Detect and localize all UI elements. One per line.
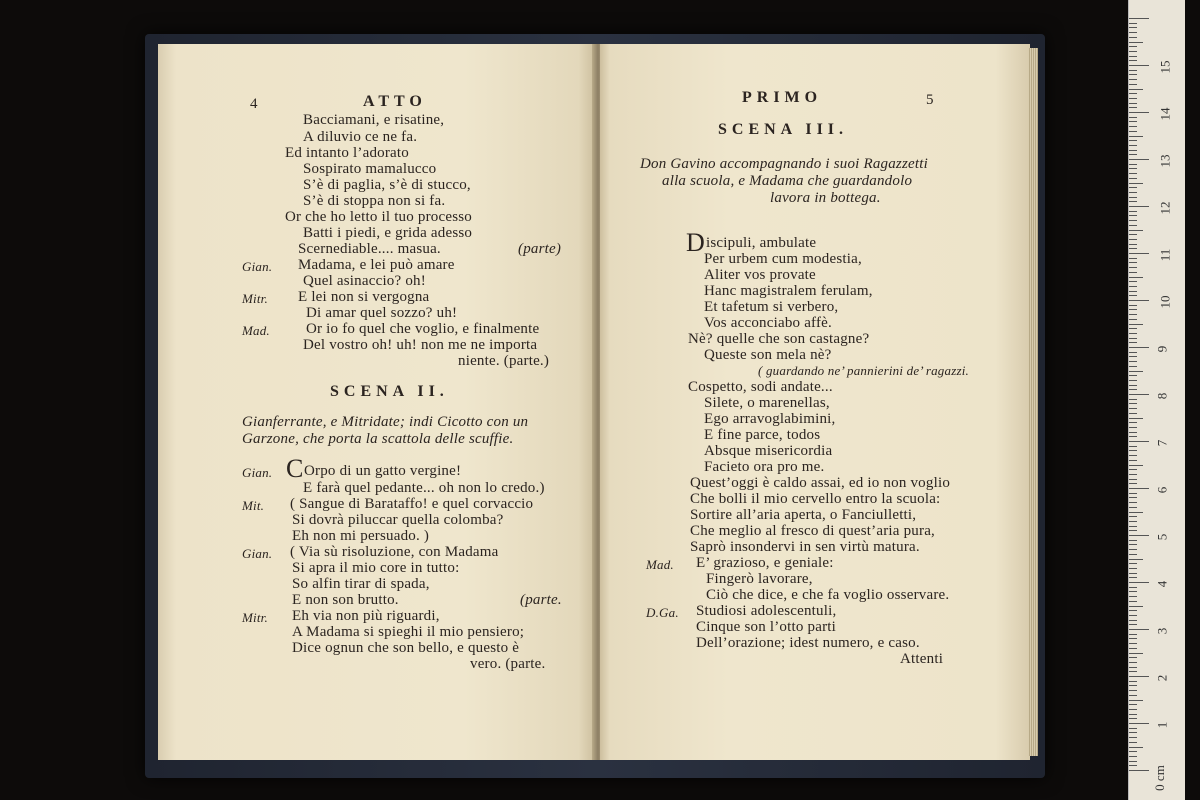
ruler-tick xyxy=(1129,544,1137,545)
ruler-tick xyxy=(1129,220,1137,221)
ruler-tick xyxy=(1129,131,1137,132)
ruler-tick xyxy=(1129,615,1137,616)
verse-line: Ed intanto l’adorato xyxy=(285,145,409,161)
verse-line: niente. (parte.) xyxy=(458,353,550,369)
ruler-tick xyxy=(1129,667,1137,668)
ruler-tick xyxy=(1129,159,1149,160)
speaker-label: Mitr. xyxy=(242,610,268,625)
verse-line: vero. (parte. xyxy=(470,656,546,672)
verse-line: ( Sangue di Barataffo! e quel corvaccio xyxy=(290,496,534,512)
ruler-tick xyxy=(1129,427,1137,428)
ruler-tick xyxy=(1129,215,1137,216)
ruler-tick xyxy=(1129,591,1137,592)
catchword: Attenti xyxy=(900,651,944,667)
ruler-tick xyxy=(1129,51,1137,52)
ruler-tick xyxy=(1129,563,1137,564)
ruler-tick xyxy=(1129,385,1137,386)
ruler-tick xyxy=(1129,305,1137,306)
ruler-number: 4 xyxy=(1154,580,1170,588)
ruler-tick xyxy=(1129,291,1137,292)
verse-line: Quel asinaccio? oh! xyxy=(303,273,426,289)
ruler-tick xyxy=(1129,234,1137,235)
ruler-tick xyxy=(1129,723,1149,724)
ruler-tick xyxy=(1129,643,1137,644)
ruler-tick xyxy=(1129,164,1137,165)
ruler-tick xyxy=(1129,549,1137,550)
speaker-label: Mad. xyxy=(646,557,674,572)
ruler-tick xyxy=(1129,737,1137,738)
ruler-tick xyxy=(1129,309,1137,310)
ruler-tick xyxy=(1129,690,1137,691)
ruler-tick xyxy=(1129,338,1137,339)
ruler-tick xyxy=(1129,65,1149,66)
ruler-number: 1 xyxy=(1154,721,1170,729)
ruler-tick xyxy=(1129,324,1143,325)
ruler-tick xyxy=(1129,714,1137,715)
ruler-tick xyxy=(1129,709,1137,710)
ruler-tick xyxy=(1129,479,1137,480)
ruler-tick xyxy=(1129,107,1137,108)
verse-line: Madama, e lei può amare xyxy=(298,257,455,273)
verse-line: Absque misericordia xyxy=(704,443,833,459)
ruler-tick xyxy=(1129,732,1137,733)
page-block-edge xyxy=(1028,48,1038,756)
verse-line: Che bolli il mio cervello entro la scuola: xyxy=(690,491,941,507)
verse-line: Quest’oggi è caldo assai, ed io non voglio xyxy=(690,475,951,491)
speaker-label: Gian. xyxy=(242,465,273,480)
speaker-label: Gian. xyxy=(242,546,273,561)
ruler-tick xyxy=(1129,507,1137,508)
verse-line: E’ grazioso, e geniale: xyxy=(696,555,834,571)
ruler-tick xyxy=(1129,676,1149,677)
ruler-tick xyxy=(1129,624,1137,625)
speaker-label: Gian. xyxy=(242,259,273,274)
ruler-tick xyxy=(1129,596,1137,597)
verse-line: Cinque son l’otto parti xyxy=(696,619,837,635)
ruler-tick xyxy=(1129,728,1137,729)
ruler-tick xyxy=(1129,145,1137,146)
verse-line: Del vostro oh! uh! non me ne importa xyxy=(303,337,538,353)
scene-description: Gianferrante, e Mitridate; indi Cicotto con un xyxy=(242,414,529,430)
ruler-tick xyxy=(1129,173,1137,174)
verse-line: Dice ognun che son bello, e questo è xyxy=(292,640,520,656)
ruler-tick xyxy=(1129,446,1137,447)
ruler-tick xyxy=(1129,389,1137,390)
verse-line: Or che ho letto il tuo processo xyxy=(285,209,472,225)
verse-line: Studiosi adolescentuli, xyxy=(696,603,837,619)
ruler-tick xyxy=(1129,178,1137,179)
ruler-tick xyxy=(1129,366,1137,367)
ruler-tick xyxy=(1129,168,1137,169)
ruler-tick xyxy=(1129,671,1137,672)
ruler-number: 13 xyxy=(1157,154,1173,168)
verse-line: E lei non si vergogna xyxy=(298,289,430,305)
ruler-tick xyxy=(1129,267,1137,268)
ruler-tick xyxy=(1129,347,1149,348)
ruler-tick xyxy=(1129,638,1137,639)
ruler-tick xyxy=(1129,634,1137,635)
verse-line: Cospetto, sodi andate... xyxy=(688,379,833,395)
verse-line: Silete, o marenellas, xyxy=(704,395,830,411)
ruler-number: 7 xyxy=(1154,439,1170,447)
ruler-tick xyxy=(1129,657,1137,658)
verse-line: Et tafetum si verbero, xyxy=(704,299,839,315)
ruler-tick xyxy=(1129,18,1149,19)
ruler-tick xyxy=(1129,765,1137,766)
ruler-number: 2 xyxy=(1154,674,1170,682)
ruler-tick xyxy=(1129,441,1149,442)
ruler-tick xyxy=(1129,610,1137,611)
verse-line: ( Via sù risoluzione, con Madama xyxy=(290,544,499,560)
ruler-tick xyxy=(1129,211,1137,212)
ruler-tick xyxy=(1129,540,1137,541)
ruler-tick xyxy=(1129,742,1137,743)
ruler-tick xyxy=(1129,756,1137,757)
ruler-tick xyxy=(1129,60,1137,61)
verse-line: Di amar quel sozzo? uh! xyxy=(306,305,458,321)
ruler-tick xyxy=(1129,559,1143,560)
ruler-tick xyxy=(1129,747,1143,748)
ruler-tick xyxy=(1129,277,1143,278)
ruler-tick xyxy=(1129,281,1137,282)
ruler-number: 8 xyxy=(1154,392,1170,400)
ruler-tick xyxy=(1129,700,1143,701)
speaker-label: D.Ga. xyxy=(646,605,679,620)
ruler-tick xyxy=(1129,42,1143,43)
ruler-tick xyxy=(1129,629,1149,630)
ruler-tick xyxy=(1129,112,1149,113)
ruler-tick xyxy=(1129,244,1137,245)
ruler-tick xyxy=(1129,352,1137,353)
ruler-tick xyxy=(1129,601,1137,602)
scene-description: lavora in bottega. xyxy=(770,190,881,206)
ruler-tick xyxy=(1129,685,1137,686)
drop-cap: D xyxy=(686,228,705,257)
ruler-tick xyxy=(1129,399,1137,400)
ruler-tick xyxy=(1129,455,1137,456)
ruler-tick xyxy=(1129,403,1137,404)
verse-line: Facieto ora pro me. xyxy=(704,459,825,475)
ruler-tick xyxy=(1129,483,1137,484)
ruler-unit-label: 0 cm xyxy=(1151,765,1167,791)
verse-line: A Madama si spieghi il mio pensiero; xyxy=(292,624,525,640)
ruler-tick xyxy=(1129,394,1149,395)
verse-line: Ciò che dice, e che fa voglio osservare. xyxy=(706,587,950,603)
ruler-tick xyxy=(1129,695,1137,696)
ruler-number: 10 xyxy=(1157,295,1173,309)
ruler-tick xyxy=(1129,512,1143,513)
ruler-tick xyxy=(1129,606,1143,607)
ruler-tick xyxy=(1129,516,1137,517)
verse-line: E fine parce, todos xyxy=(704,427,821,443)
ruler-tick xyxy=(1129,577,1137,578)
ruler-tick xyxy=(1129,371,1143,372)
page-number: 4 xyxy=(250,96,258,112)
right-page xyxy=(600,44,1030,760)
ruler-tick xyxy=(1129,121,1137,122)
ruler-tick xyxy=(1129,239,1137,240)
ruler-tick xyxy=(1129,681,1137,682)
verse-line: Che meglio al fresco di quest’aria pura, xyxy=(690,523,935,539)
ruler-tick xyxy=(1129,248,1137,249)
ruler-number: 9 xyxy=(1154,345,1170,353)
ruler-tick xyxy=(1129,620,1137,621)
verse-line: So alfin tirar di spada, xyxy=(292,576,430,592)
speaker-label: Mitr. xyxy=(242,291,268,306)
ruler-tick xyxy=(1129,342,1137,343)
ruler-tick xyxy=(1129,530,1137,531)
ruler-tick xyxy=(1129,197,1137,198)
ruler-tick xyxy=(1129,56,1137,57)
ruler-tick xyxy=(1129,751,1137,752)
verse-line: Batti i piedi, e grida adesso xyxy=(303,225,473,241)
ruler-tick xyxy=(1129,526,1137,527)
verse-line: E farà quel pedante... oh non lo credo.) xyxy=(303,480,545,496)
speaker-label: Mit. xyxy=(242,498,265,513)
ruler-tick xyxy=(1129,300,1149,301)
ruler-tick xyxy=(1129,704,1137,705)
verse-line: Si apra il mio core in tutto: xyxy=(292,560,460,576)
ruler-tick xyxy=(1129,408,1137,409)
ruler-tick xyxy=(1129,770,1149,771)
stage-direction: (parte) xyxy=(518,241,562,257)
ruler-tick xyxy=(1129,187,1137,188)
ruler-tick xyxy=(1129,27,1137,28)
ruler-tick xyxy=(1129,37,1137,38)
ruler-tick xyxy=(1129,418,1143,419)
stage-direction: ( guardando ne’ pannierini de’ ragazzi. xyxy=(758,363,969,378)
ruler-tick xyxy=(1129,225,1137,226)
verse-line: Or io fo quel che voglio, e finalmente xyxy=(306,321,540,337)
ruler-tick xyxy=(1129,474,1137,475)
speaker-label: Mad. xyxy=(242,323,270,338)
verse-line: Hanc magistralem ferulam, xyxy=(704,283,873,299)
ruler-tick xyxy=(1129,328,1137,329)
verse-line: Queste son mela nè? xyxy=(704,347,832,363)
verse-line: Aliter vos provate xyxy=(704,267,816,283)
ruler-tick xyxy=(1129,262,1137,263)
ruler-tick xyxy=(1129,502,1137,503)
ruler-tick xyxy=(1129,521,1137,522)
ruler-tick xyxy=(1129,333,1137,334)
ruler-number: 11 xyxy=(1157,248,1173,262)
ruler-tick xyxy=(1129,375,1137,376)
ruler-number: 12 xyxy=(1157,201,1173,215)
verse-line: Sortire all’aria aperta, o Fanciulletti, xyxy=(690,507,917,523)
ruler-tick xyxy=(1129,469,1137,470)
ruler-number: 3 xyxy=(1154,627,1170,635)
ruler-tick xyxy=(1129,648,1137,649)
ruler-tick xyxy=(1129,535,1149,536)
ruler-tick xyxy=(1129,554,1137,555)
ruler-tick xyxy=(1129,206,1149,207)
ruler-tick xyxy=(1129,497,1137,498)
ruler-tick xyxy=(1129,93,1137,94)
ruler-number: 5 xyxy=(1154,533,1170,541)
scene-title: SCENA II. xyxy=(330,383,449,400)
ruler-tick xyxy=(1129,230,1143,231)
ruler-tick xyxy=(1129,286,1137,287)
verse-line: S’è di paglia, s’è di stucco, xyxy=(303,177,471,193)
ruler-number: 14 xyxy=(1157,107,1173,121)
ruler-tick xyxy=(1129,582,1149,583)
ruler-tick xyxy=(1129,183,1143,184)
verse-line: Scernediable.... masua. xyxy=(298,241,441,257)
ruler-tick xyxy=(1129,98,1137,99)
ruler-tick xyxy=(1129,32,1137,33)
left-page xyxy=(158,44,596,760)
ruler-tick xyxy=(1129,89,1143,90)
verse-line: Saprò insondervi in sen virtù matura. xyxy=(690,539,920,555)
verse-line: Bacciamani, e risatine, xyxy=(303,112,445,128)
ruler-tick xyxy=(1129,154,1137,155)
stage-direction: (parte. xyxy=(520,592,562,608)
ruler-tick xyxy=(1129,718,1137,719)
drop-cap: C xyxy=(286,454,304,483)
verse-line: Dell’orazione; idest numero, e caso. xyxy=(696,635,920,651)
verse-line: Eh via non più riguardi, xyxy=(292,608,440,624)
ruler-tick xyxy=(1129,117,1137,118)
ruler-tick xyxy=(1129,295,1137,296)
ruler-tick xyxy=(1129,432,1137,433)
ruler-tick xyxy=(1129,568,1137,569)
ruler-tick xyxy=(1129,450,1137,451)
ruler-tick xyxy=(1129,380,1137,381)
ruler-tick xyxy=(1129,422,1137,423)
ruler-tick xyxy=(1129,314,1137,315)
ruler-tick xyxy=(1129,662,1137,663)
ruler-tick xyxy=(1129,126,1137,127)
ruler-tick xyxy=(1129,201,1137,202)
ruler-tick xyxy=(1129,46,1137,47)
scene-description: Don Gavino accompagnando i suoi Ragazzetti xyxy=(640,156,928,172)
verse-line: S’è di stoppa non si fa. xyxy=(303,193,446,209)
ruler-tick xyxy=(1129,653,1143,654)
ruler-tick xyxy=(1129,272,1137,273)
verse-line: Eh non mi persuado. ) xyxy=(292,528,430,544)
ruler-tick xyxy=(1129,356,1137,357)
ruler-number: 15 xyxy=(1157,60,1173,74)
ruler-tick xyxy=(1129,319,1137,320)
verse-line: Nè? quelle che son castagne? xyxy=(688,331,870,347)
ruler-tick xyxy=(1129,488,1149,489)
ruler-tick xyxy=(1129,361,1137,362)
ruler-tick xyxy=(1129,79,1137,80)
ruler-tick xyxy=(1129,465,1143,466)
verse-line: A diluvio ce ne fa. xyxy=(303,129,418,145)
ruler-number: 6 xyxy=(1154,486,1170,494)
measurement-ruler xyxy=(1128,0,1185,800)
verse-line: iscipuli, ambulate xyxy=(706,235,817,251)
verse-line: Sospirato mamalucco xyxy=(303,161,437,177)
ruler-tick xyxy=(1129,413,1137,414)
ruler-tick xyxy=(1129,573,1137,574)
ruler-tick xyxy=(1129,493,1137,494)
ruler-tick xyxy=(1129,587,1137,588)
ruler-tick xyxy=(1129,74,1137,75)
scene-title: SCENA III. xyxy=(718,121,849,138)
ruler-tick xyxy=(1129,436,1137,437)
ruler-tick xyxy=(1129,150,1137,151)
scene-description: Garzone, che porta la scattola delle scuffie. xyxy=(242,431,514,447)
verse-line: Per urbem cum modestia, xyxy=(704,251,862,267)
ruler-tick xyxy=(1129,253,1149,254)
verse-line: Vos acconciabo affè. xyxy=(704,315,832,331)
verse-line: Ego arravoglabimini, xyxy=(704,411,836,427)
ruler-tick xyxy=(1129,70,1137,71)
verse-line: Fingerò lavorare, xyxy=(706,571,813,587)
ruler-tick xyxy=(1129,23,1137,24)
scene-description: alla scuola, e Madama che guardandolo xyxy=(662,173,913,189)
ruler-tick xyxy=(1129,84,1137,85)
running-head: PRIMO xyxy=(742,89,823,106)
verse-line: E non son brutto. xyxy=(292,592,399,608)
page-number: 5 xyxy=(926,92,934,108)
verse-line: Orpo di un gatto vergine! xyxy=(304,463,462,479)
verse-line: Si dovrà piluccar quella colomba? xyxy=(292,512,504,528)
ruler-tick xyxy=(1129,460,1137,461)
ruler-tick xyxy=(1129,761,1137,762)
ruler-tick xyxy=(1129,140,1137,141)
ruler-tick xyxy=(1129,136,1143,137)
running-head: ATTO xyxy=(363,93,427,110)
ruler-tick xyxy=(1129,103,1137,104)
ruler-tick xyxy=(1129,192,1137,193)
ruler-tick xyxy=(1129,258,1137,259)
